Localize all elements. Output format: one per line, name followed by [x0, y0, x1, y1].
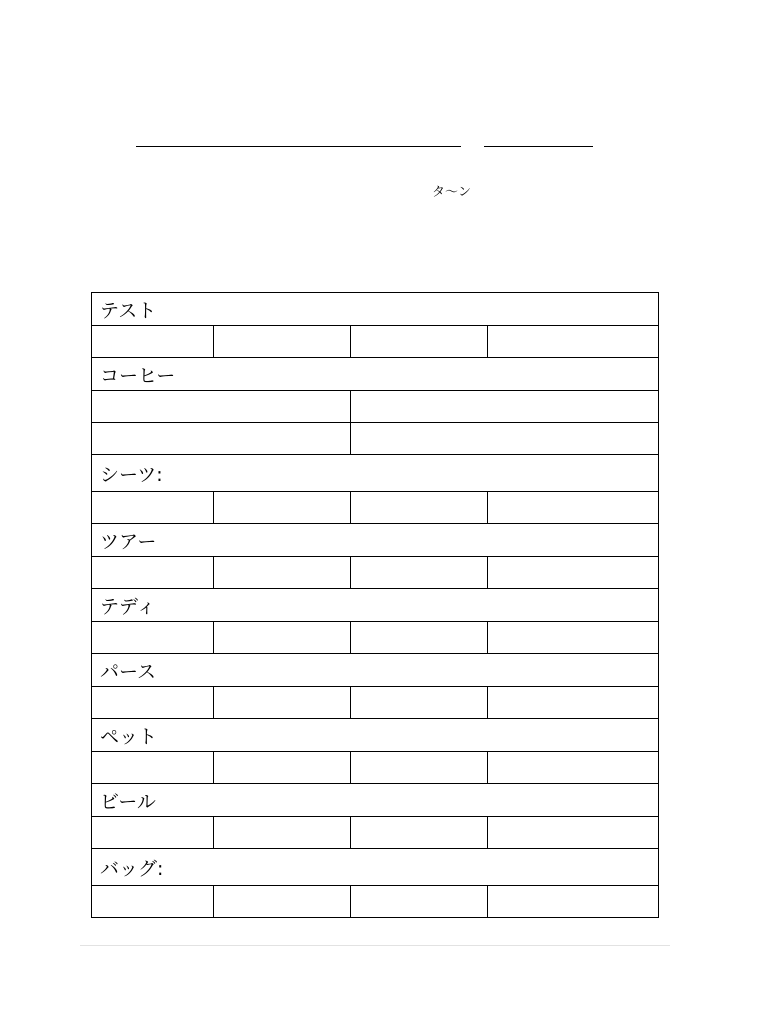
section-label: テスト: [92, 293, 659, 326]
blank-row: [92, 391, 659, 423]
blank-cell[interactable]: [351, 326, 488, 358]
section-label: テディ: [92, 589, 659, 622]
section-label: コーヒー: [92, 358, 659, 391]
section-header-row: [92, 589, 659, 622]
blank-cell[interactable]: [351, 557, 488, 589]
section-header-row: [92, 784, 659, 817]
blank-cell[interactable]: [488, 817, 659, 849]
blank-cell[interactable]: [351, 492, 488, 524]
page-subtitle: タ〜ン: [432, 185, 472, 200]
section-header-row: [92, 719, 659, 752]
blank-cell[interactable]: [488, 886, 659, 918]
blank-cell[interactable]: [214, 817, 351, 849]
blank-row: [92, 687, 659, 719]
blank-row: [92, 557, 659, 589]
blank-cell[interactable]: [92, 423, 351, 455]
blank-cell[interactable]: [351, 391, 659, 423]
blank-cell[interactable]: [92, 622, 214, 654]
blank-cell[interactable]: [214, 492, 351, 524]
section-label: バッグ:: [92, 849, 659, 886]
blank-row: [92, 817, 659, 849]
section-header-row: [92, 455, 659, 492]
blank-cell[interactable]: [92, 886, 214, 918]
blank-cell[interactable]: [488, 622, 659, 654]
blank-cell[interactable]: [351, 622, 488, 654]
blank-cell[interactable]: [488, 326, 659, 358]
blank-cell[interactable]: [92, 326, 214, 358]
blank-cell[interactable]: [351, 423, 659, 455]
blank-cell[interactable]: [351, 752, 488, 784]
blank-cell[interactable]: [488, 557, 659, 589]
blank-line-name: [136, 146, 461, 147]
blank-cell[interactable]: [214, 326, 351, 358]
section-label: ツアー: [92, 524, 659, 557]
blank-cell[interactable]: [214, 687, 351, 719]
section-header-row: [92, 293, 659, 326]
blank-row: [92, 622, 659, 654]
blank-cell[interactable]: [488, 752, 659, 784]
blank-cell[interactable]: [488, 687, 659, 719]
blank-row: [92, 492, 659, 524]
blank-cell[interactable]: [214, 886, 351, 918]
blank-cell[interactable]: [92, 391, 351, 423]
blank-cell[interactable]: [351, 817, 488, 849]
blank-cell[interactable]: [351, 886, 488, 918]
form-table: [91, 292, 659, 918]
blank-cell[interactable]: [92, 557, 214, 589]
blank-cell[interactable]: [351, 687, 488, 719]
section-label: パース: [92, 654, 659, 687]
blank-line-date: [484, 146, 593, 147]
section-header-row: [92, 654, 659, 687]
section-header-row: [92, 849, 659, 886]
blank-cell[interactable]: [92, 687, 214, 719]
blank-row: [92, 326, 659, 358]
blank-row: [92, 423, 659, 455]
blank-cell[interactable]: [214, 622, 351, 654]
blank-cell[interactable]: [92, 817, 214, 849]
blank-row: [92, 752, 659, 784]
blank-cell[interactable]: [488, 492, 659, 524]
blank-row: [92, 886, 659, 918]
footer-divider: [80, 945, 670, 946]
section-header-row: [92, 358, 659, 391]
section-label: ビール: [92, 784, 659, 817]
blank-cell[interactable]: [92, 752, 214, 784]
section-label: ペット: [92, 719, 659, 752]
section-header-row: [92, 524, 659, 557]
blank-cell[interactable]: [214, 557, 351, 589]
section-label: シーツ:: [92, 455, 659, 492]
blank-cell[interactable]: [92, 492, 214, 524]
blank-cell[interactable]: [214, 752, 351, 784]
